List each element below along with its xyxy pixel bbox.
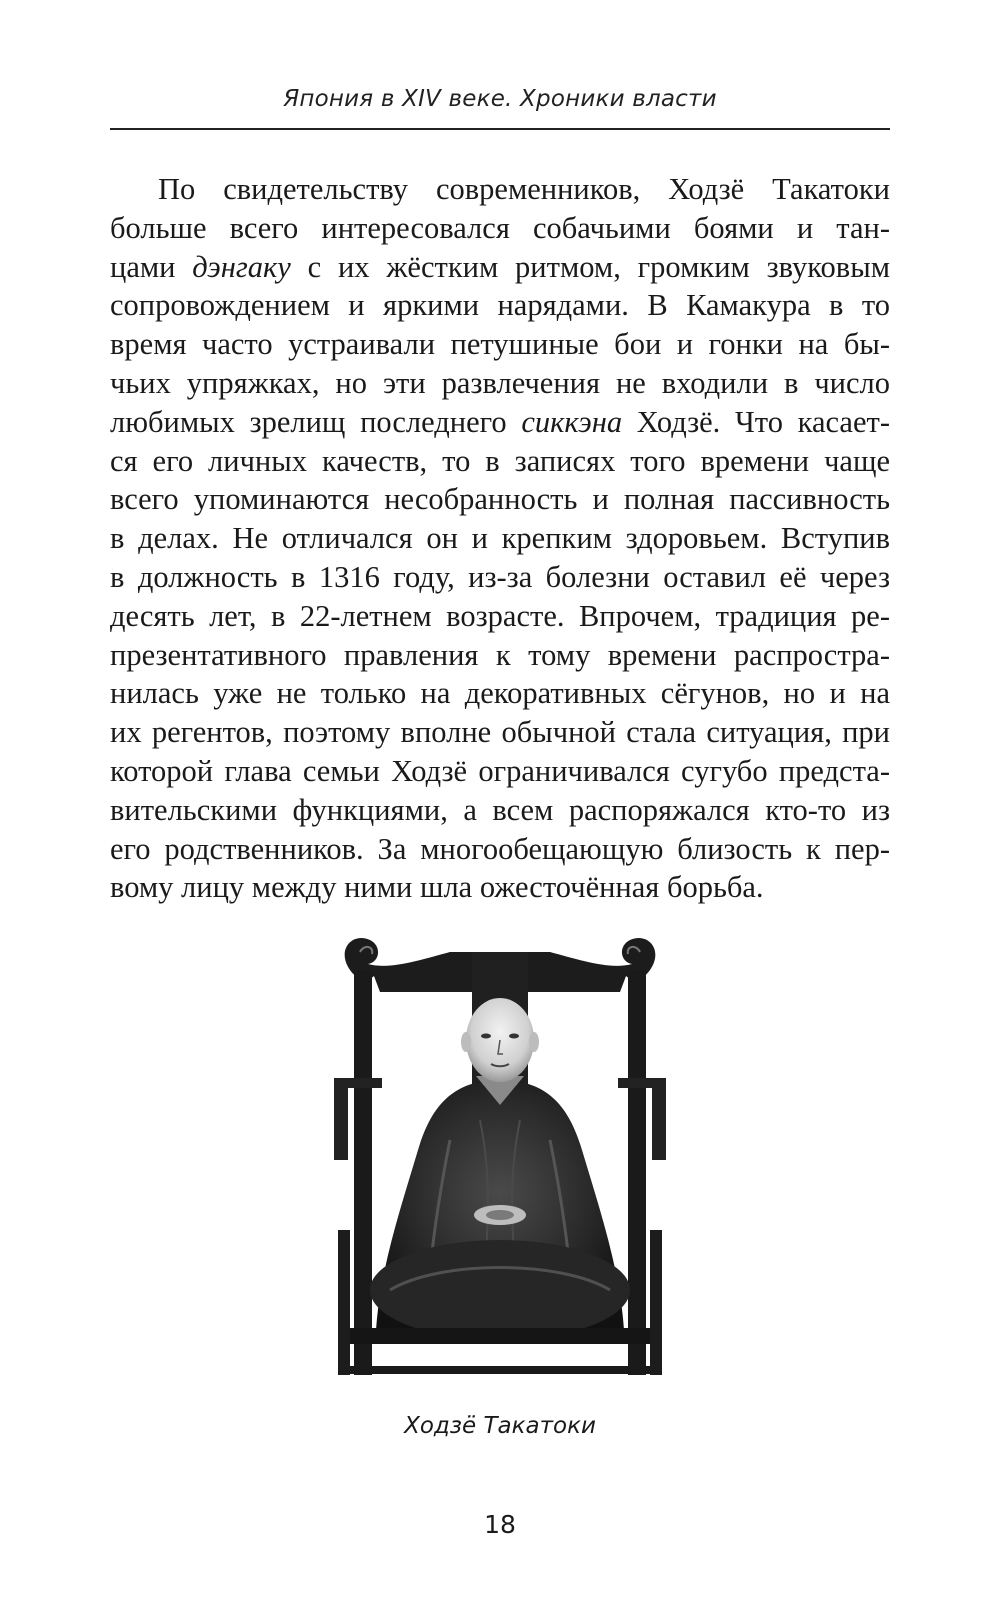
header-rule xyxy=(110,128,890,130)
italic-term: сиккэна xyxy=(521,404,623,439)
text-line: в делах. Не отличался он и крепким здоровьем. Вступив xyxy=(110,521,890,556)
seated-monk-portrait-image xyxy=(330,930,670,1380)
running-header: Япония в XIV веке. Хроники власти xyxy=(283,86,717,112)
text-line: чьих упряжках, но эти развлечения не входили в число xyxy=(110,365,890,400)
text-line: больше всего интересовался собачьими боями и тан- xyxy=(110,210,890,245)
text-line: ся его личных качеств, то в записях того времени чаще xyxy=(110,443,890,478)
text-line: вительскими функциями, а всем распоряжался кто-то из xyxy=(110,792,890,827)
text-line: вому лицу между ними шла ожесточённая борьба. xyxy=(110,870,764,905)
text-line: десять лет, в 22-летнем возрасте. Впрочем, традиция ре- xyxy=(110,598,890,633)
text-line: презентативного правления к тому времени распростра- xyxy=(110,637,890,672)
text-line: в должность в 1316 году, из-за болезни оставил её через xyxy=(110,559,890,594)
body-paragraph xyxy=(110,170,890,907)
text-line: которой глава семьи Ходзё ограничивался сугубо предста- xyxy=(110,753,890,788)
portrait-figure xyxy=(330,930,670,1380)
text-line: сопровождением и яркими нарядами. В Камакура в то xyxy=(110,288,890,323)
text-line: цами дэнгаку с их жёстким ритмом, громким звуковым xyxy=(110,249,890,284)
page-number: 18 xyxy=(484,1510,516,1539)
italic-term: дэнгаку xyxy=(192,249,291,284)
text-line: любимых зрелищ последнего сиккэна Ходзё. Что касает- xyxy=(110,404,890,439)
text-line: По свидетельству современников, Ходзё Такатоки xyxy=(158,172,890,206)
text-line: всего упоминаются несобранность и полная пассивность xyxy=(110,482,890,517)
figure-caption: Ходзё Такатоки xyxy=(404,1413,596,1439)
text-line: время часто устраивали петушиные бои и гонки на бы- xyxy=(110,327,890,362)
text-line: их регентов, поэтому вполне обычной стала ситуация, при xyxy=(110,715,890,750)
text-line: нилась уже не только на декоративных сёгунов, но и на xyxy=(110,676,890,711)
text-line: его родственников. За многообещающую близость к пер- xyxy=(110,831,890,866)
